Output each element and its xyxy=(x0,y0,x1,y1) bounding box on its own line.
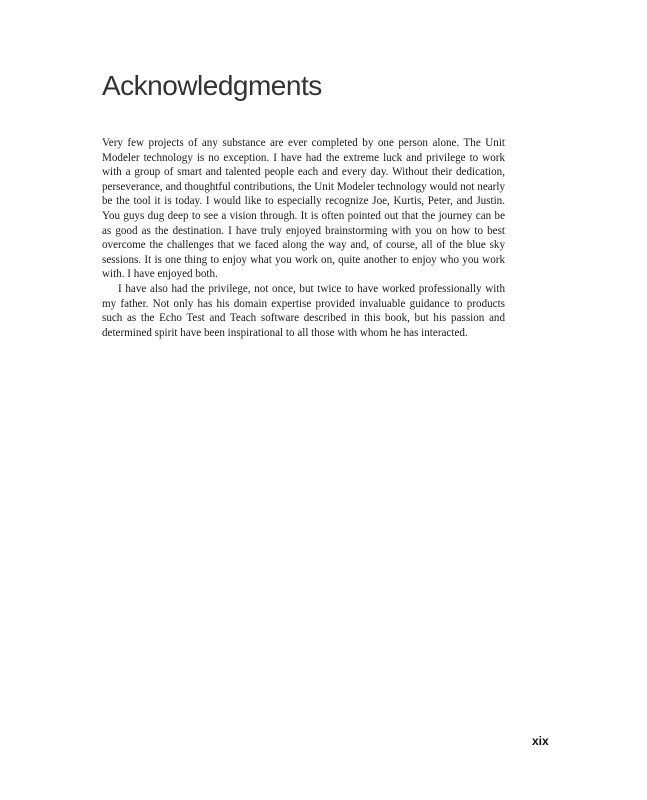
paragraph-1: Very few projects of any substance are ever completed by one person alone. The Unit Modeler technology is no exception. I have had the extreme luck and privilege to work with a group of smart and talented people each and every day. Without their dedication, perseverance, and thoughtful contributions, the Unit Modeler technology would not nearly be the tool it is today. I would like to especially recognize Joe, Kurtis, Peter, and Justin. You guys dug deep to see a vision through. It is often pointed out that the journey can be as good as the destination. I have truly enjoyed brainstorming with you on how to best overcome the challenges that we faced along the way and, of course, all of the blue sky sessions. It is one thing to enjoy what you work on, quite another to enjoy who you work with. I have enjoyed both. xyxy=(102,137,505,281)
acknowledgments-body xyxy=(102,136,505,340)
page-number: xix xyxy=(532,734,549,748)
paragraph-2: I have also had the privilege, not once, but twice to have worked professionally with my father. Not only has his domain expertise provided invaluable guidance to products such as the Echo Test and Teach software described in this book, but his passion and determined spirit have been inspirational to all those with whom he has interacted. xyxy=(102,282,505,339)
page-title: Acknowledgments xyxy=(102,70,322,101)
